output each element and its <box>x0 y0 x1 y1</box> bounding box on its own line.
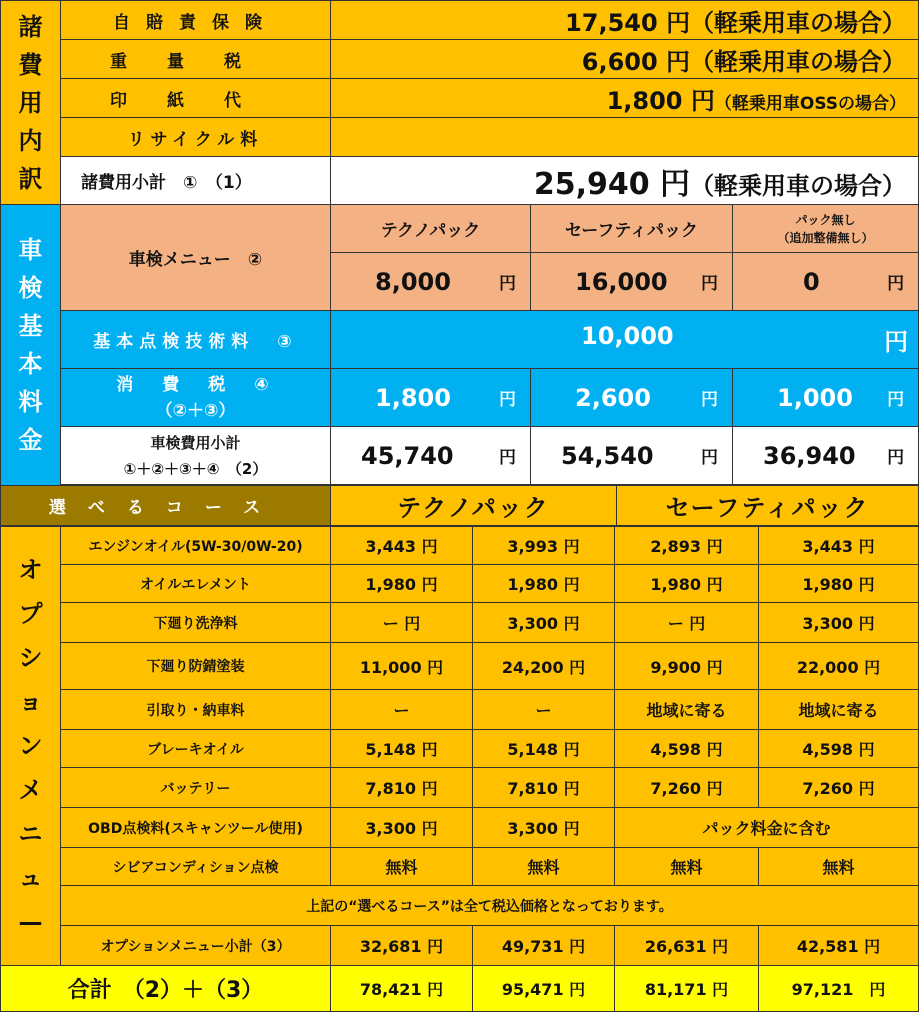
option-value: 3,300 円 <box>331 808 473 848</box>
option-value: 5,148 円 <box>473 730 615 768</box>
inspection-subtotal-safety: 54,540 円 <box>531 427 733 485</box>
menu-price-techno: 8,000 円 <box>331 253 531 311</box>
option-subtotal-value: 26,631 円 <box>615 926 759 966</box>
fee-value: 1,800 円（軽乗用車OSSの場合） <box>331 79 919 118</box>
course-label: 選べるコース <box>1 486 331 526</box>
option-value: 1,980 円 <box>615 565 759 603</box>
menu-pack-techno: テクノパック <box>331 205 531 253</box>
fee-label: 重量税 <box>61 40 331 79</box>
option-row-obd <box>1 808 919 848</box>
grand-total-label: 合計 （2）＋（3） <box>1 966 331 1012</box>
tax-value-safety: 2,600 円 <box>531 369 733 427</box>
option-row-severe <box>1 848 919 886</box>
inspection-subtotal-techno: 45,740 円 <box>331 427 531 485</box>
option-value: 22,000 円 <box>759 643 919 690</box>
fee-note: （軽乗用車OSSの場合） <box>714 93 907 114</box>
option-value: 4,598 円 <box>615 730 759 768</box>
grand-total-value: 81,171 円 <box>615 966 759 1012</box>
option-value: 1,980 円 <box>331 565 473 603</box>
option-label: エンジンオイル(5W-30/0W-20) <box>61 527 331 565</box>
inspection-subtotal-row <box>1 427 919 485</box>
tax-value-none: 1,000 円 <box>733 369 919 427</box>
option-label: 下廻り防錆塗装 <box>61 643 331 690</box>
course-pack-techno: テクノパック <box>331 486 617 526</box>
fee-label: 印紙代 <box>61 79 331 118</box>
option-label: シビアコンディション点検 <box>61 848 331 886</box>
basic-section-label: 車 検 基 本 料 金 <box>1 205 61 486</box>
note-row <box>1 886 919 926</box>
grand-total-value: 97,121 円 <box>759 966 919 1012</box>
option-label: 引取り・納車料 <box>61 690 331 730</box>
tax-row <box>1 369 919 427</box>
tax-label: 消 費 税 ④ （②＋③） <box>61 369 331 427</box>
option-value: 2,893 円 <box>615 527 759 565</box>
fee-subtotal-label: 諸費用小計 ① （1） <box>61 157 331 205</box>
option-value: 無料 <box>759 848 919 886</box>
option-value: 3,443 円 <box>331 527 473 565</box>
fee-row-recycle <box>1 118 919 157</box>
menu-price-none: 0 円 <box>733 253 919 311</box>
option-label: オイルエレメント <box>61 565 331 603</box>
option-value: 7,260 円 <box>615 768 759 808</box>
options-table <box>0 526 919 1012</box>
fee-value: 17,540 円（軽乗用車の場合） <box>331 1 919 40</box>
menu-pack-safety: セーフティパック <box>531 205 733 253</box>
option-label: バッテリー <box>61 768 331 808</box>
option-value: 7,810 円 <box>473 768 615 808</box>
fee-value <box>331 118 919 157</box>
option-row <box>1 690 919 730</box>
option-value: 3,993 円 <box>473 527 615 565</box>
tax-included-note: 上記の“選べるコース”は全て税込価格となっております。 <box>61 886 919 926</box>
option-label: 下廻り洗浄料 <box>61 603 331 643</box>
option-subtotal-value: 32,681 円 <box>331 926 473 966</box>
option-value: 24,200 円 <box>473 643 615 690</box>
basic-fee-row <box>1 311 919 369</box>
option-row <box>1 730 919 768</box>
option-row <box>1 527 919 565</box>
fee-subtotal-row <box>1 157 919 205</box>
option-subtotal-row <box>1 926 919 966</box>
option-value: 11,000 円 <box>331 643 473 690</box>
fee-row-stamp <box>1 79 919 118</box>
option-value: 7,260 円 <box>759 768 919 808</box>
grand-total-value: 78,421 円 <box>331 966 473 1012</box>
menu-label: 車検メニュー ② <box>61 205 331 311</box>
option-value: 1,980 円 <box>473 565 615 603</box>
option-label: ブレーキオイル <box>61 730 331 768</box>
option-value: 無料 <box>473 848 615 886</box>
option-value: ー 円 <box>615 603 759 643</box>
fee-label: 自賠責保険 <box>61 1 331 40</box>
tax-value-techno: 1,800 円 <box>331 369 531 427</box>
grand-total-row <box>1 966 919 1012</box>
course-header-row <box>1 486 919 526</box>
menu-pack-none: パック無し （追加整備無し） <box>733 205 919 253</box>
fee-row-insurance <box>1 1 919 40</box>
fees-section-label: 諸 費 用 内 訳 <box>1 1 61 205</box>
option-value: 7,810 円 <box>331 768 473 808</box>
option-subtotal-label: オプションメニュー小計（3） <box>61 926 331 966</box>
option-row <box>1 565 919 603</box>
option-value: 9,900 円 <box>615 643 759 690</box>
option-subtotal-value: 42,581 円 <box>759 926 919 966</box>
option-value: ー <box>473 690 615 730</box>
menu-price-safety: 16,000 円 <box>531 253 733 311</box>
basic-fee-value: 10,000 円 <box>331 311 919 369</box>
option-row <box>1 768 919 808</box>
option-value-merged: パック料金に含む <box>615 808 919 848</box>
option-value: 3,300 円 <box>759 603 919 643</box>
option-value: 地域に寄る <box>615 690 759 730</box>
inspection-subtotal-none: 36,940 円 <box>733 427 919 485</box>
fee-value: 6,600 円（軽乗用車の場合） <box>331 40 919 79</box>
option-value: 4,598 円 <box>759 730 919 768</box>
menu-header-row <box>1 205 919 253</box>
course-pack-safety: セーフティパック <box>617 486 919 526</box>
option-label: OBD点検料(スキャンツール使用) <box>61 808 331 848</box>
fee-label: リサイクル料 <box>61 118 331 157</box>
option-value: 無料 <box>331 848 473 886</box>
option-value: 5,148 円 <box>331 730 473 768</box>
option-value: 無料 <box>615 848 759 886</box>
option-value: ー 円 <box>331 603 473 643</box>
option-value: 3,300 円 <box>473 808 615 848</box>
option-subtotal-value: 49,731 円 <box>473 926 615 966</box>
options-section-label: オ プ シ ョ ン メ ニ ュ — <box>1 527 61 966</box>
option-value: 3,300 円 <box>473 603 615 643</box>
inspection-subtotal-label: 車検費用小計 ①＋②＋③＋④ （2） <box>61 427 331 485</box>
option-value: 3,443 円 <box>759 527 919 565</box>
fee-subtotal-value: 25,940 円（軽乗用車の場合） <box>331 157 919 205</box>
option-value: ー <box>331 690 473 730</box>
basic-fee-label: 基本点検技術料 ③ <box>61 311 331 369</box>
fee-row-weight-tax <box>1 40 919 79</box>
option-row <box>1 603 919 643</box>
grand-total-value: 95,471 円 <box>473 966 615 1012</box>
option-value: 地域に寄る <box>759 690 919 730</box>
option-row <box>1 643 919 690</box>
option-value: 1,980 円 <box>759 565 919 603</box>
